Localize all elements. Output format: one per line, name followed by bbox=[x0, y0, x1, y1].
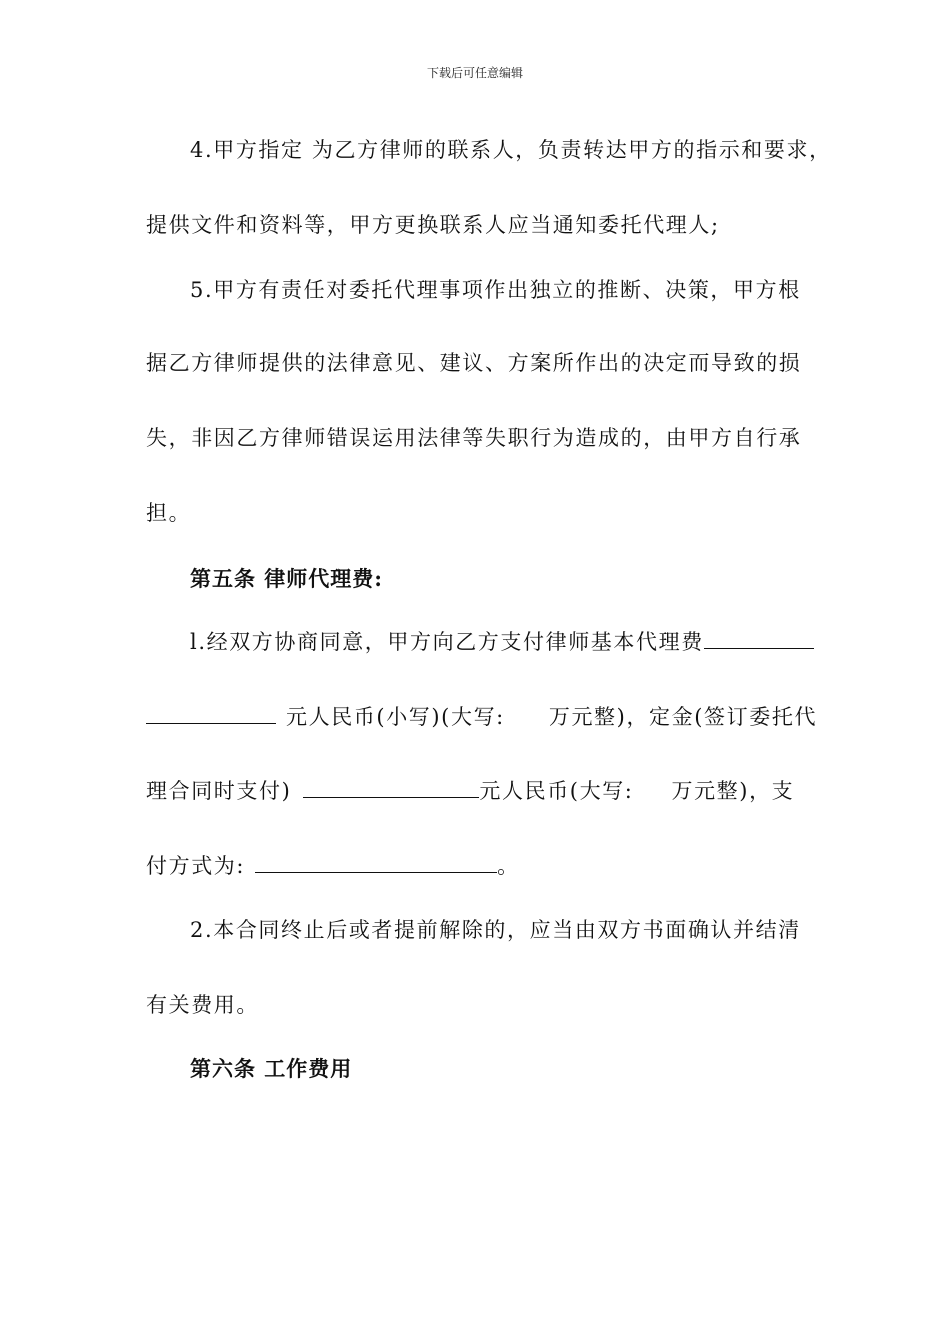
fee-line-3 bbox=[146, 781, 794, 802]
fee-line-1-text: l.经双方协商同意，甲方向乙方支付律师基本代理费 bbox=[190, 630, 704, 654]
fee-line-4-text-b: 。 bbox=[497, 854, 520, 878]
clause-5-line-1: 5.甲方有责任对委托代理事项作出独立的推断、决策，甲方根 bbox=[190, 278, 801, 302]
clause-4-line-2: 提供文件和资料等，甲方更换联系人应当通知委托代理人; bbox=[146, 213, 720, 237]
clause-5-line-4: 担。 bbox=[146, 501, 192, 525]
fee-amount-blank-cont[interactable] bbox=[146, 722, 276, 724]
fee-line-1 bbox=[190, 632, 814, 653]
fee-amount-blank[interactable] bbox=[704, 647, 814, 649]
fee-line-4 bbox=[146, 856, 520, 877]
clause-4-line-1: 4.甲方指定 为乙方律师的联系人，负责转达甲方的指示和要求， bbox=[190, 138, 832, 162]
page-header: 下载后可任意编辑 bbox=[426, 66, 523, 80]
fee-line-3-text-c: 万元整)，支 bbox=[671, 779, 795, 803]
article-6-heading: 第六条 工作费用 bbox=[190, 1056, 353, 1081]
fee-line-4-text-a: 付方式为: bbox=[146, 854, 246, 878]
fee-line-2-text-b: 万元整)，定金(签订委托代 bbox=[548, 705, 818, 729]
article-5-heading: 第五条 律师代理费: bbox=[190, 566, 384, 591]
fee-line-3-text-a: 理合同时支付) bbox=[146, 779, 292, 803]
fee-line-2 bbox=[146, 707, 817, 728]
fee-item-2-line-1: 2.本合同终止后或者提前解除的，应当由双方书面确认并结清 bbox=[190, 918, 801, 942]
clause-5-line-3: 失，非因乙方律师错误运用法律等失职行为造成的，由甲方自行承 bbox=[146, 426, 802, 450]
deposit-amount-blank[interactable] bbox=[303, 796, 479, 798]
clause-5-line-2: 据乙方律师提供的法律意见、建议、方案所作出的决定而导致的损 bbox=[146, 351, 802, 375]
fee-line-3-text-b: 元人民币(大写: bbox=[479, 779, 634, 803]
payment-method-blank[interactable] bbox=[255, 871, 497, 873]
fee-line-2-text-a: 元人民币(小写)(大写: bbox=[286, 705, 505, 729]
fee-item-2-line-2: 有关费用。 bbox=[146, 993, 259, 1017]
